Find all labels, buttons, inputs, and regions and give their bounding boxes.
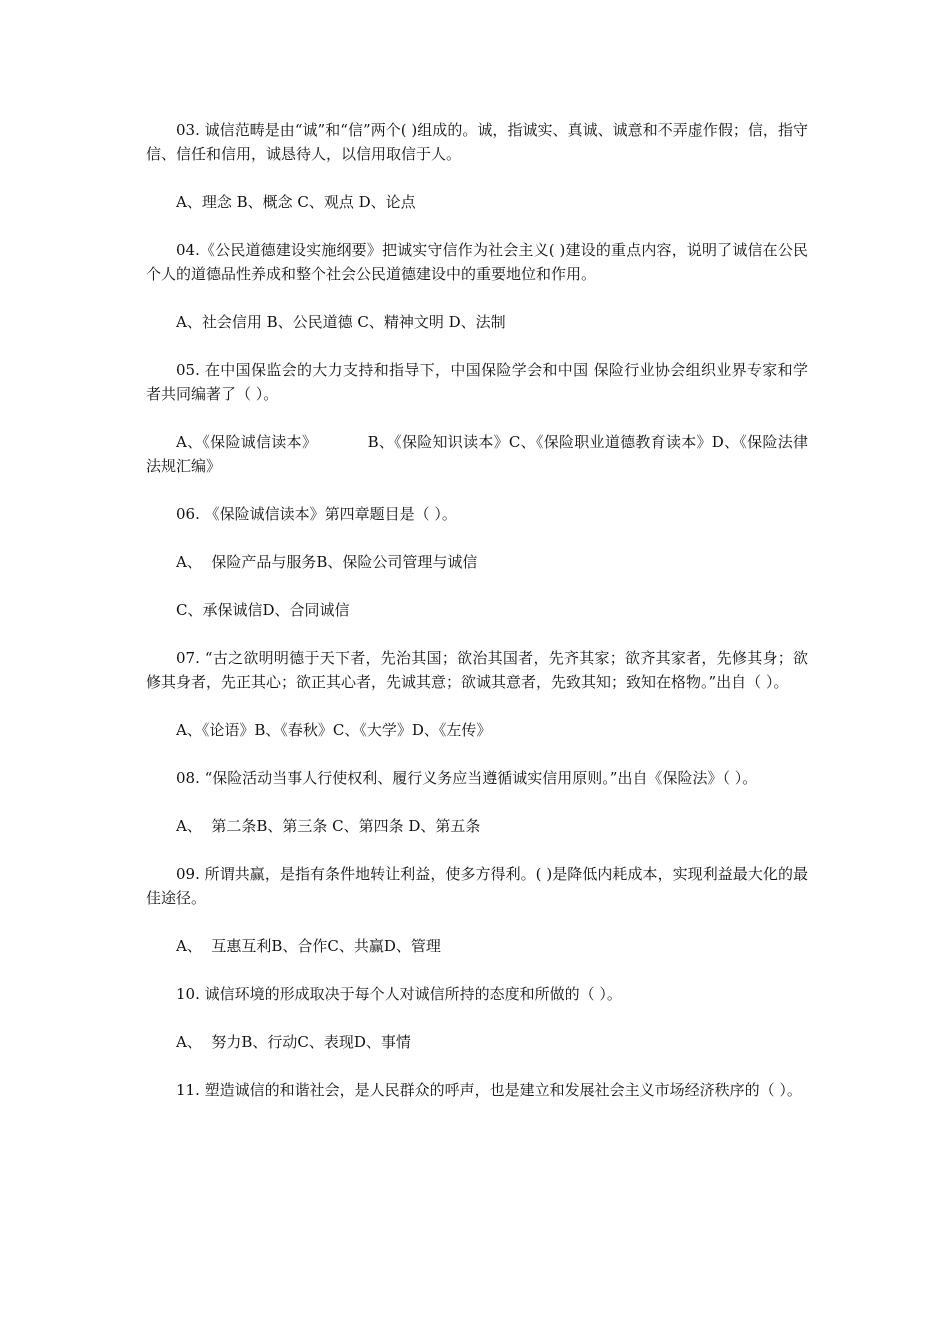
question-11: 11. 塑造诚信的和谐社会，是人民群众的呼声，也是建立和发展社会主义市场经济秩序的（ ）。: [176, 1081, 802, 1099]
options-08: A、 第二条B、第三条 C、第四条 D、第五条: [176, 817, 481, 835]
question-09: 09. 所谓共赢，是指有条件地转让利益，使多方得利。( )是降低内耗成本，实现利益最大化的最佳途径。: [146, 865, 808, 907]
options-07: A、《论语》B、《春秋》C、《大学》D、《左传》: [176, 721, 492, 739]
question-07: 07. “古之欲明明德于天下者，先治其国；欲治其国者，先齐其家；欲齐其家者，先修其身；欲修其身者，先正其心；欲正其心者，先诚其意；欲诚其意者，先致其知；致知在格物。”出自（ ）。: [146, 649, 808, 691]
question-03: 03. 诚信范畴是由“诚”和“信”两个( )组成的。诚，指诚实、真诚、诚意和不弄虚作假；信，指守信、信任和信用，诚恳待人，以信用取信于人。: [146, 121, 808, 163]
options-06-line-2: C、承保诚信D、合同诚信: [176, 601, 350, 619]
question-06: 06. 《保险诚信读本》第四章题目是（ ）。: [176, 505, 457, 523]
options-10: A、 努力B、行动C、表现D、事情: [176, 1033, 411, 1051]
options-05: A、《保险诚信读本》 B、《保险知识读本》C、《保险职业道德教育读本》D、《保险法律法规汇编》: [146, 433, 808, 475]
document-page: [146, 118, 808, 1126]
options-06-line-1: A、 保险产品与服务B、保险公司管理与诚信: [176, 553, 478, 571]
question-05: 05. 在中国保监会的大力支持和指导下，中国保险学会和中国 保险行业协会组织业界专家和学者共同编著了（ ）。: [146, 361, 808, 403]
question-08: 08. “保险活动当事人行使权利、履行义务应当遵循诚实信用原则。”出自《保险法》（ ）。: [176, 769, 758, 787]
options-09: A、 互惠互利B、合作C、共赢D、管理: [176, 937, 441, 955]
question-04: 04.《公民道德建设实施纲要》把诚实守信作为社会主义( )建设的重点内容，说明了诚信在公民个人的道德品性养成和整个社会公民道德建设中的重要地位和作用。: [146, 241, 808, 283]
options-03: A、理念 B、概念 C、观点 D、论点: [176, 193, 416, 211]
question-10: 10. 诚信环境的形成取决于每个人对诚信所持的态度和所做的（ ）。: [176, 985, 622, 1003]
options-04: A、社会信用 B、公民道德 C、精神文明 D、法制: [176, 313, 506, 331]
